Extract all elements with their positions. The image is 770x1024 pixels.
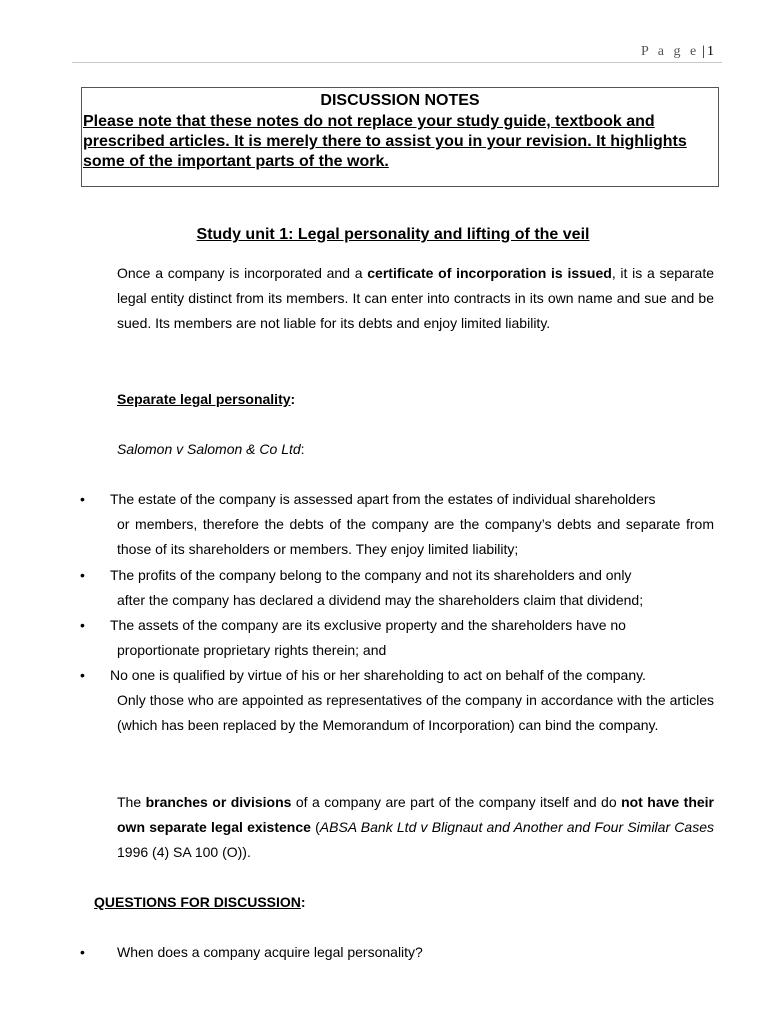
notice-title: DISCUSSION NOTES	[320, 92, 480, 109]
list-item-continuation: proportionate proprietary rights therein; and	[117, 642, 387, 658]
questions-heading-colon: :	[300, 894, 306, 910]
page-number: 1	[707, 44, 714, 59]
header-divider	[72, 62, 722, 63]
bullet-marker: •	[80, 667, 85, 683]
separate-legal-personality-heading	[117, 387, 714, 412]
page-separator: |	[702, 44, 705, 59]
intro-text-1: Once a company is incorporated and a	[117, 265, 368, 281]
question-item: When does a company acquire legal personality?	[117, 944, 423, 960]
questions-heading	[94, 890, 691, 915]
list-item-first-line: The profits of the company belong to the company and not its shareholders and only	[110, 567, 632, 583]
branches-bold-2: not have their own separate legal existence	[117, 794, 714, 835]
separate-heading-colon: :	[290, 391, 296, 407]
list-item-first-line: The estate of the company is assessed apart from the estates of individual shareholders	[110, 491, 656, 507]
branches-text-2: of a company are part of the company itself and do	[291, 794, 622, 810]
discussion-notes-box	[81, 87, 719, 187]
branches-bold-1: branches or divisions	[145, 794, 292, 810]
list-item	[110, 563, 714, 613]
questions-heading-text: QUESTIONS FOR DISCUSSION	[94, 894, 301, 910]
notice-text: Please note that these notes do not replace your study guide, textbook and prescribed articles. It is merely there to assist you in your revision. It highlights some of the important parts of the work.	[83, 113, 687, 170]
case-heading	[117, 437, 714, 462]
list-item	[110, 663, 714, 738]
branches-text-1: The	[117, 794, 146, 810]
list-item	[110, 613, 714, 663]
branches-text-3: (	[310, 819, 320, 835]
separate-heading-text: Separate legal personality	[117, 391, 291, 407]
list-item-first-line: No one is qualified by virtue of his or her shareholding to act on behalf of the company.	[110, 667, 646, 683]
bullet-marker: •	[80, 617, 85, 633]
branches-text-4: 1996 (4) SA 100 (O)).	[117, 844, 251, 860]
intro-paragraph	[117, 261, 714, 336]
page-label: P a g e	[640, 44, 700, 59]
bullet-marker: •	[80, 944, 85, 960]
intro-text-2: , it is a separate legal entity distinct from its members. It can enter into contracts in its own name and sue and be sued. Its members are not liable for its debts and enjoy limited liability.	[117, 265, 715, 331]
list-item-continuation: Only those who are appointed as representatives of the company in accordance with the articles (which has been replaced by the Memorandum of Incorporation) can bind the company.	[117, 692, 714, 733]
bullet-marker: •	[80, 567, 85, 583]
list-item	[110, 487, 714, 562]
list-item-first-line: The assets of the company are its exclusive property and the shareholders have no	[110, 617, 626, 633]
branches-paragraph	[117, 790, 714, 865]
case-name: Salomon v Salomon & Co Ltd	[117, 441, 301, 457]
study-unit-title: Study unit 1: Legal personality and lifting of the veil	[196, 226, 590, 243]
case-colon: :	[300, 441, 305, 457]
page-header	[641, 44, 714, 60]
list-item-continuation: after the company has declared a dividend may the shareholders claim that dividend;	[117, 592, 644, 608]
branches-case-citation: ABSA Bank Ltd v Blignaut and Another and Four Similar Cases	[319, 819, 714, 835]
intro-bold: certificate of incorporation is issued	[367, 265, 612, 281]
bullet-marker: •	[80, 491, 85, 507]
list-item-continuation: or members, therefore the debts of the company are the company’s debts and separate from those of its shareholders or members. They enjoy limited liability;	[117, 516, 714, 557]
